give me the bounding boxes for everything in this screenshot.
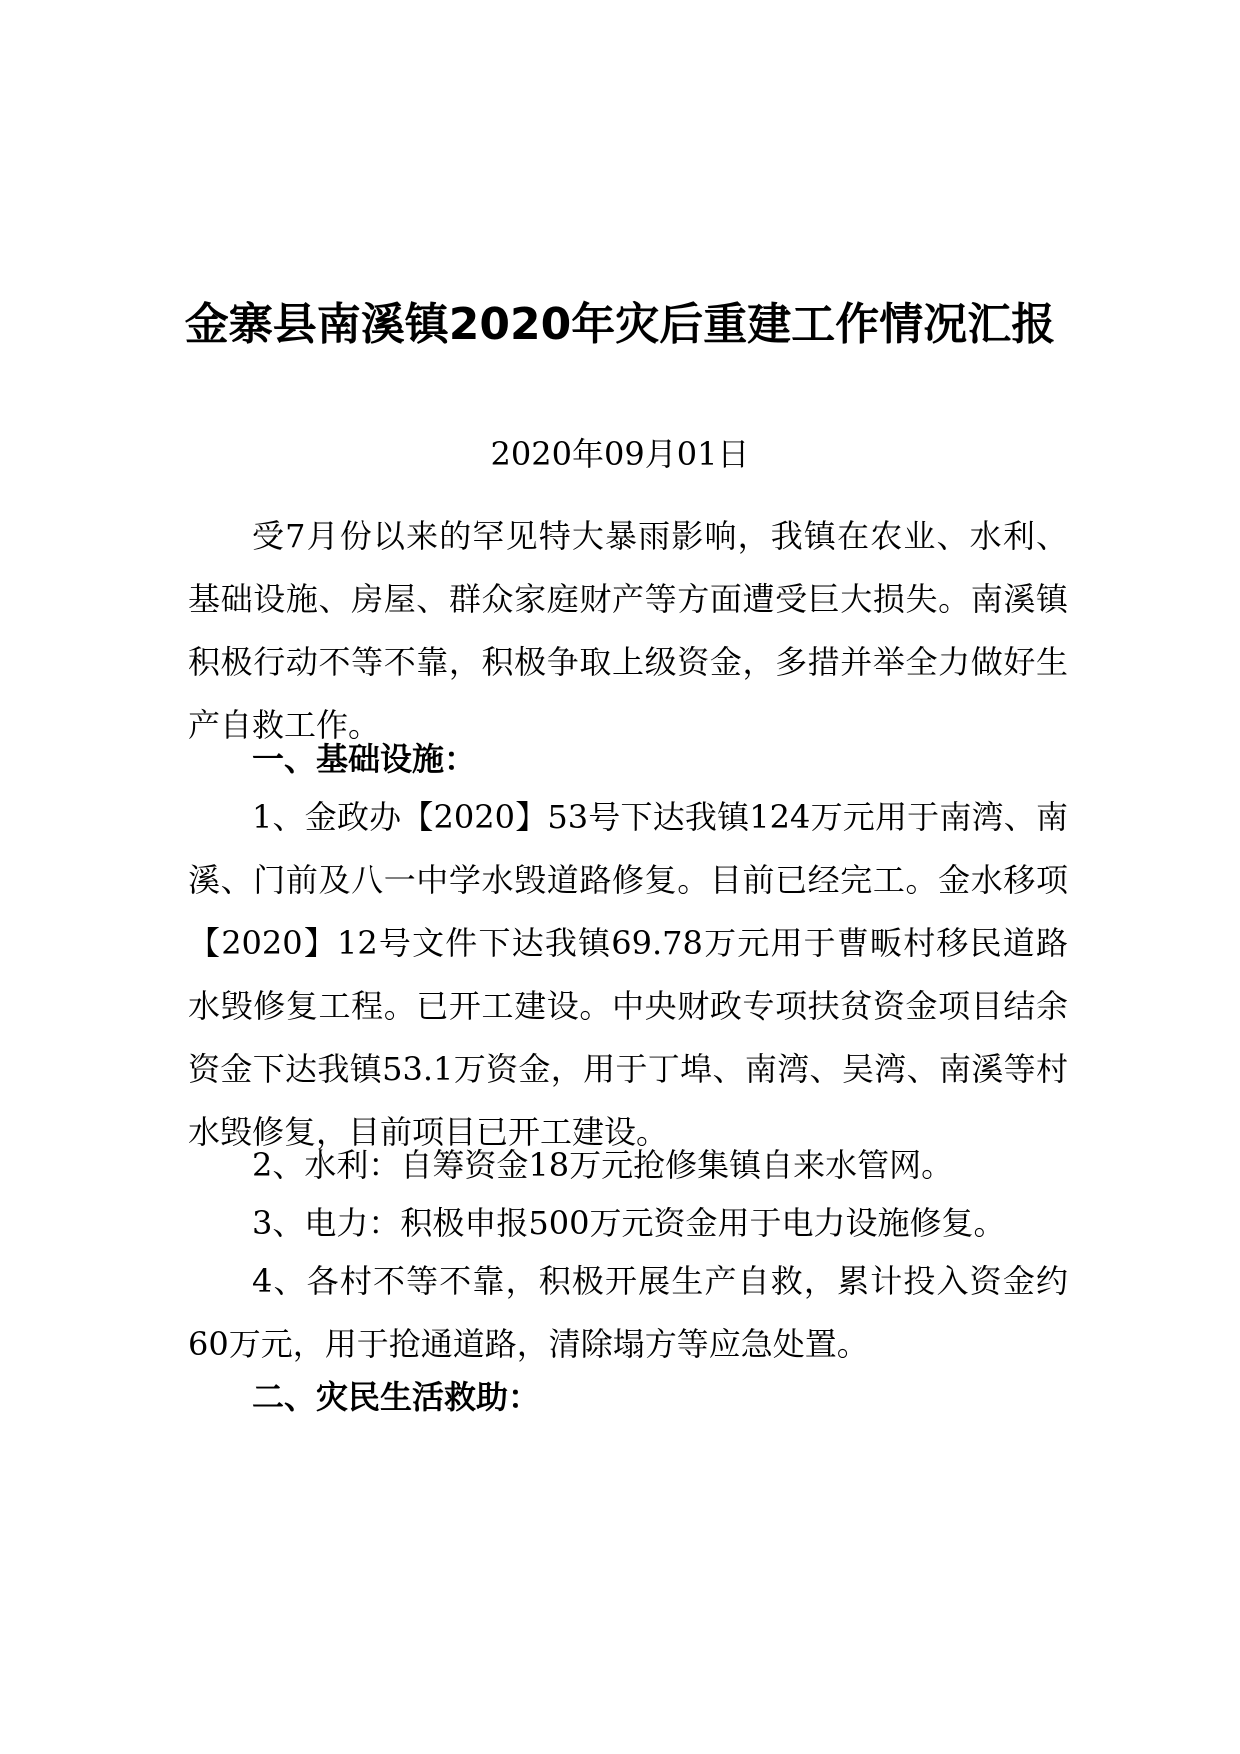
section-heading-relief: 二、灾民生活救助： — [252, 1378, 541, 1416]
item-paragraph-1: 1、金政办【2020】53号下达我镇124万元用于南湾、南溪、门前及八一中学水毁道路修复。目前已经完工。金水移项【2020】12号文件下达我镇69.78万元用于曹畈村移民道路水毁修复工程。已开工建设。中央财政专项扶贫资金项目结余资金下达我镇53.1万资金，用于丁埠、南湾、吴湾、南溪等村水毁修复，目前项目已开工建设。 — [188, 798, 1068, 1151]
item-paragraph-3: 3、电力：积极申报500万元资金用于电力设施修复。 — [252, 1204, 1006, 1242]
document-title: 金寨县南溪镇2020年灾后重建工作情况汇报 — [184, 299, 1056, 350]
item-paragraph-2: 2、水利：自筹资金18万元抢修集镇自来水管网。 — [252, 1146, 954, 1184]
section-heading-infrastructure: 一、基础设施： — [252, 740, 477, 778]
intro-paragraph: 受7月份以来的罕见特大暴雨影响，我镇在农业、水利、基础设施、房屋、群众家庭财产等方面遭受巨大损失。南溪镇积极行动不等不靠，积极争取上级资金，多措并举全力做好生产自救工作。 — [188, 517, 1068, 744]
item-paragraph-4: 4、各村不等不靠，积极开展生产自救，累计投入资金约60万元，用于抢通道路，清除塌方等应急处置。 — [188, 1262, 1068, 1363]
document-date: 2020年09月01日 — [490, 435, 750, 473]
